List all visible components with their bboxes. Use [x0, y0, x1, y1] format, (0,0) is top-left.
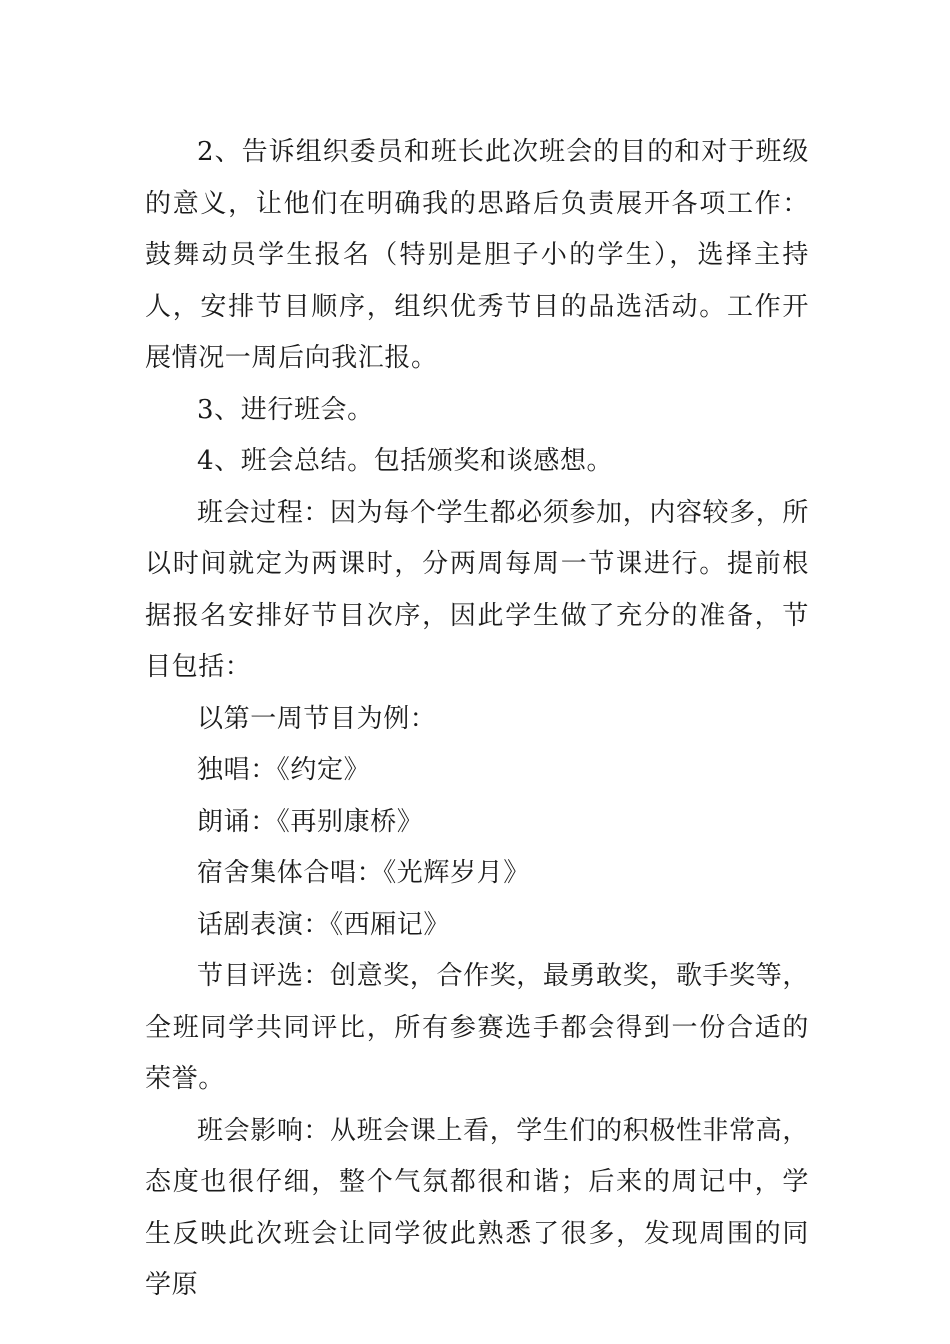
paragraph-program-solo: 独唱：《约定》: [197, 755, 371, 785]
paragraph-program-awards: 节目评选：创意奖，合作奖，最勇敢奖，歌手奖等，全班同学共同评比，所有参赛选手都会得到一份合适的荣誉。: [145, 961, 809, 1094]
paragraph-program-recitation: 朗诵：《再别康桥》: [197, 806, 424, 837]
paragraph-week-one-intro: 以第一周节目为例：: [197, 703, 437, 734]
paragraph-program-drama: 话剧表演：《西厢记》: [197, 909, 451, 940]
paragraph-step-4: 4、班会总结。包括颁奖和谈感想。: [197, 446, 614, 476]
paragraph-step-2: 2、告诉组织委员和班长此次班会的目的和对于班级的意义，让他们在明确我的思路后负责展开各项工作：鼓舞动员学生报名（特别是胆子小的学生），选择主持人，安排节目顺序，组织优秀节目的品选活动。工作开展情况一周后向我汇报。: [145, 137, 809, 373]
paragraph-meeting-process: 班会过程：因为每个学生都必须参加，内容较多，所以时间就定为两课时，分两周每周一节课进行。提前根据报名安排好节目次序，因此学生做了充分的准备，节目包括：: [145, 497, 809, 682]
paragraph-program-chorus: 宿舍集体合唱：《光辉岁月》: [197, 858, 530, 888]
paragraph-step-3: 3、进行班会。: [197, 394, 374, 425]
paragraph-meeting-impact: 班会影响：从班会课上看，学生们的积极性非常高，态度也很仔细，整个气氛都很和谐；后来的周记中，学生反映此次班会让同学彼此熟悉了很多，发现周围的同学原: [145, 1115, 809, 1300]
document-page: [145, 127, 809, 1312]
